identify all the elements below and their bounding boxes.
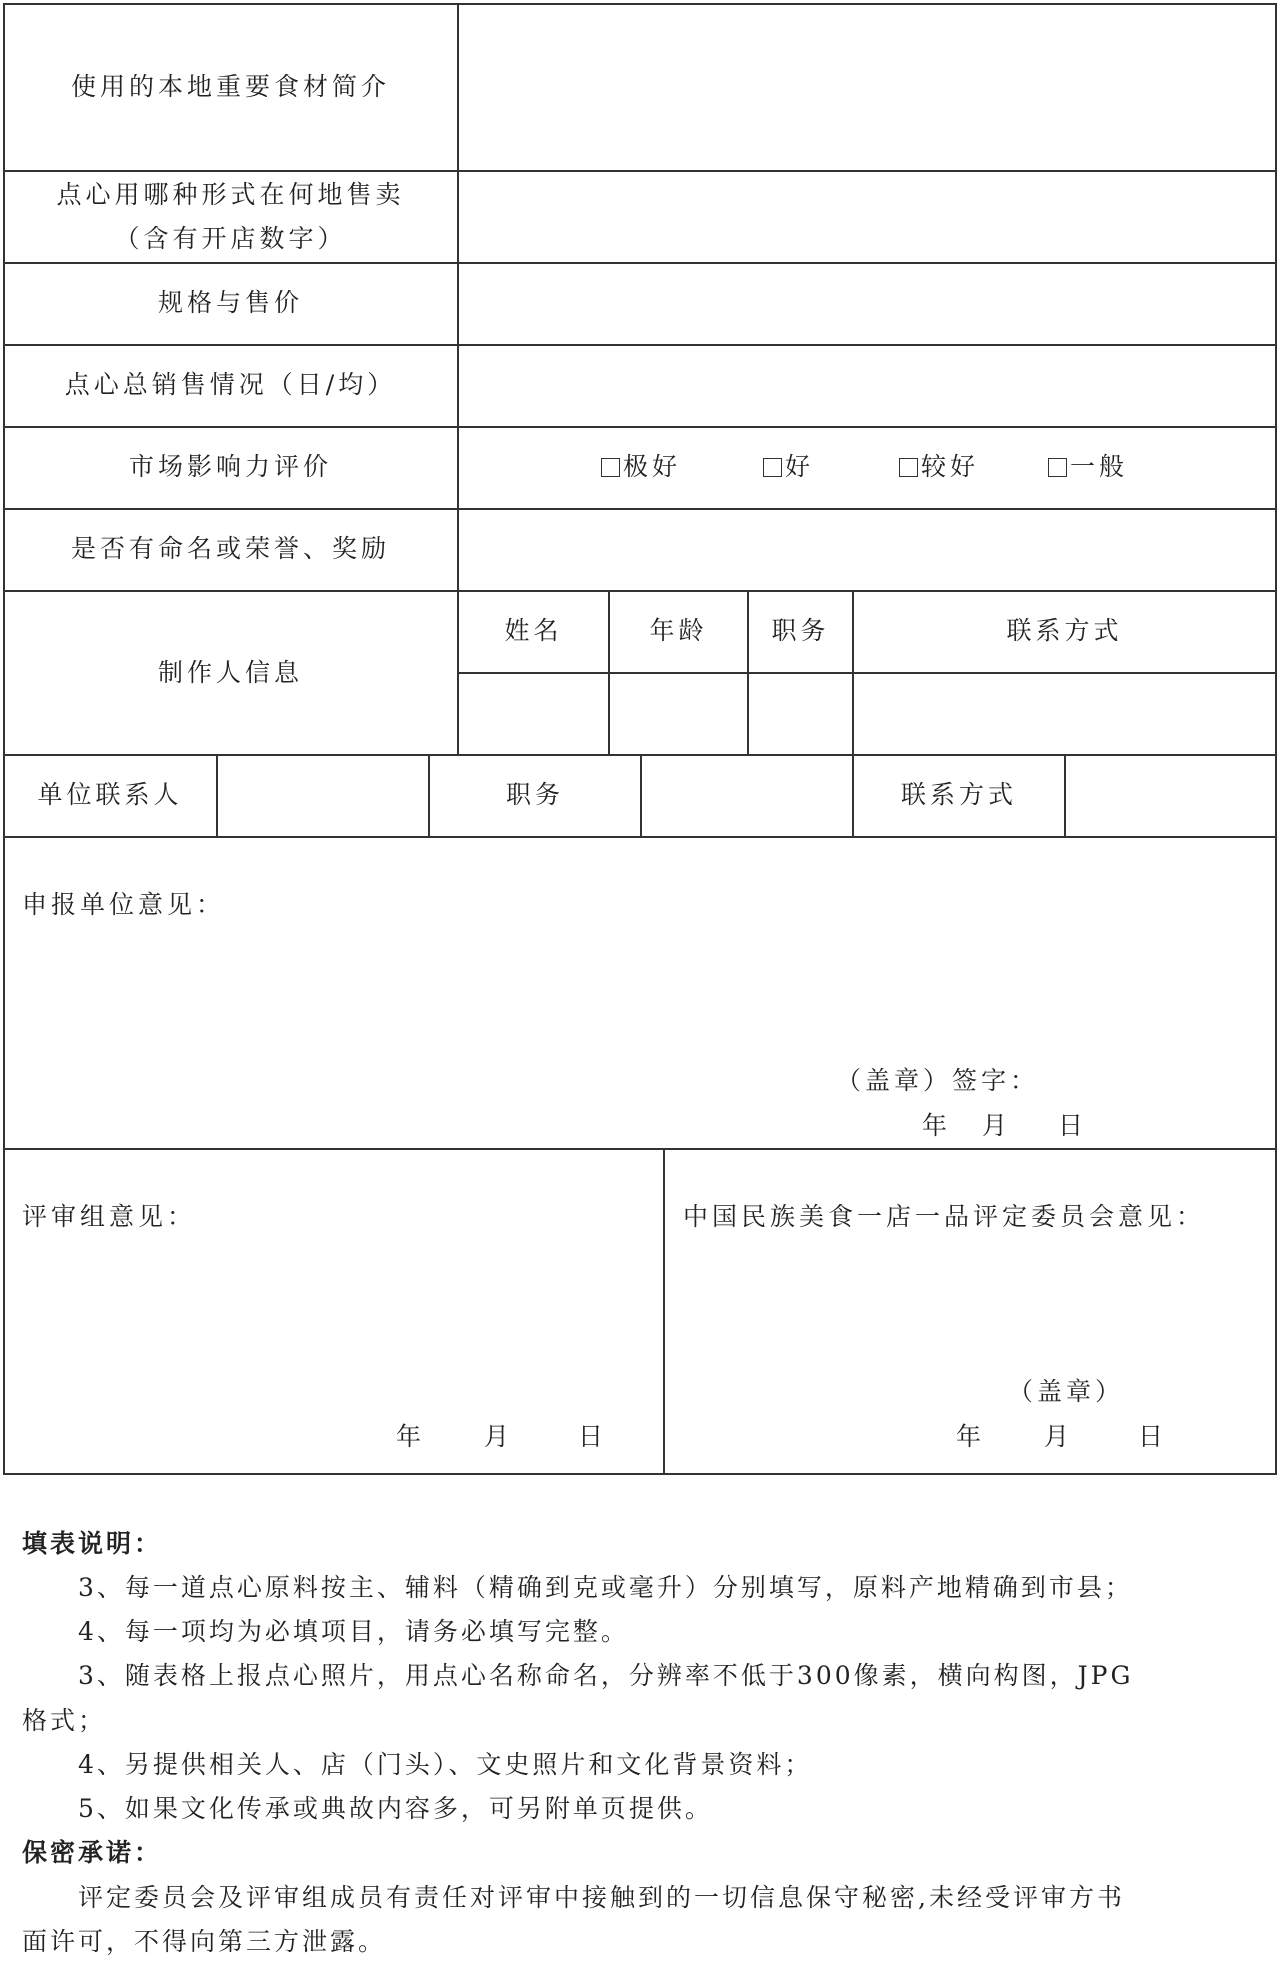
option-fairly-good[interactable]: 较好 [899,452,979,482]
applicant-date-year: 年 [922,1111,952,1140]
instruction-item: 3、随表格上报点心照片，用点心名称命名，分辨率不低于300像素，横向构图，JPG [78,1661,1134,1690]
maker-name-header: 姓名 [504,616,563,645]
instruction-item: 4、每一项均为必填项目，请务必填写完整。 [78,1617,629,1646]
committee-seal: （盖章） [1008,1377,1125,1406]
instruction-item: 3、每一道点心原料按主、辅料（精确到克或毫升）分别填写，原料产地精确到市县； [78,1573,1133,1602]
committee-opinion-label: 中国民族美食一店一品评定委员会意见： [683,1202,1206,1231]
maker-age-header: 年龄 [649,616,708,645]
option-good[interactable]: 好 [763,452,814,482]
maker-name-input[interactable] [459,674,608,754]
divider [4,1473,1276,1475]
divider [663,1148,665,1475]
applicant-seal-sign: （盖章）签字： [836,1066,1040,1095]
border-right [1275,3,1277,1475]
maker-contact-input[interactable] [854,674,1275,754]
instructions-title: 填表说明： [22,1529,163,1558]
applicant-opinion-input[interactable] [6,930,1274,1060]
ingredients-input[interactable] [459,5,1275,170]
confidentiality-text-continued: 面许可，不得向第三方泄露。 [22,1927,387,1956]
committee-date-year: 年 [956,1422,986,1451]
maker-position-header: 职务 [771,616,830,645]
checkbox-icon[interactable] [763,458,782,477]
unit-contact-input[interactable] [218,756,428,836]
unit-phone-input[interactable] [1066,756,1275,836]
instruction-item-continued: 格式； [22,1706,107,1735]
spec-price-label: 规格与售价 [157,288,303,317]
checkbox-icon[interactable] [899,458,918,477]
review-date-year: 年 [396,1422,426,1451]
sales-form-input[interactable] [459,172,1275,262]
honors-input[interactable] [459,510,1275,590]
committee-opinion-input[interactable] [667,1240,1273,1375]
unit-phone-label: 联系方式 [900,780,1017,809]
review-date-month: 月 [484,1422,514,1451]
divider [4,1148,1276,1150]
maker-age-input[interactable] [610,674,747,754]
unit-position-input[interactable] [642,756,852,836]
ingredients-label: 使用的本地重要食材简介 [70,72,390,101]
option-excellent[interactable]: 极好 [601,452,681,482]
unit-contact-label: 单位联系人 [37,780,183,809]
review-date-day: 日 [578,1422,608,1451]
spec-price-input[interactable] [459,264,1275,344]
sales-form-label: 点心用哪种形式在何地售卖 [56,180,405,209]
maker-contact-header: 联系方式 [1006,616,1123,645]
maker-position-input[interactable] [749,674,852,754]
total-sales-input[interactable] [459,346,1275,426]
applicant-date-month: 月 [982,1111,1012,1140]
review-group-opinion-label: 评审组意见： [22,1202,197,1231]
committee-date-day: 日 [1138,1422,1168,1451]
total-sales-label: 点心总销售情况（日/均） [64,370,397,399]
applicant-date-day: 日 [1058,1111,1088,1140]
sales-form-sublabel: （含有开店数字） [114,224,347,253]
checkbox-icon[interactable] [1048,458,1067,477]
checkbox-icon[interactable] [601,458,620,477]
maker-info-label: 制作人信息 [157,658,303,687]
confidentiality-title: 保密承诺： [22,1838,163,1867]
unit-position-label: 职务 [505,780,564,809]
committee-date-month: 月 [1044,1422,1074,1451]
divider [4,590,1276,592]
option-average[interactable]: 一般 [1048,452,1128,482]
instruction-item: 5、如果文化传承或典故内容多，可另附单页提供。 [78,1794,713,1823]
divider [4,426,1276,428]
review-group-opinion-input[interactable] [6,1240,661,1420]
confidentiality-text: 评定委员会及评审组成员有责任对评审中接触到的一切信息保守秘密,未经受评审方书 [78,1883,1125,1912]
market-influence-label: 市场影响力评价 [128,452,332,481]
applicant-opinion-label: 申报单位意见： [22,890,226,919]
honors-label: 是否有命名或荣誉、奖励 [70,534,390,563]
instruction-item: 4、另提供相关人、店（门头）、文史照片和文化背景资料； [78,1750,813,1779]
